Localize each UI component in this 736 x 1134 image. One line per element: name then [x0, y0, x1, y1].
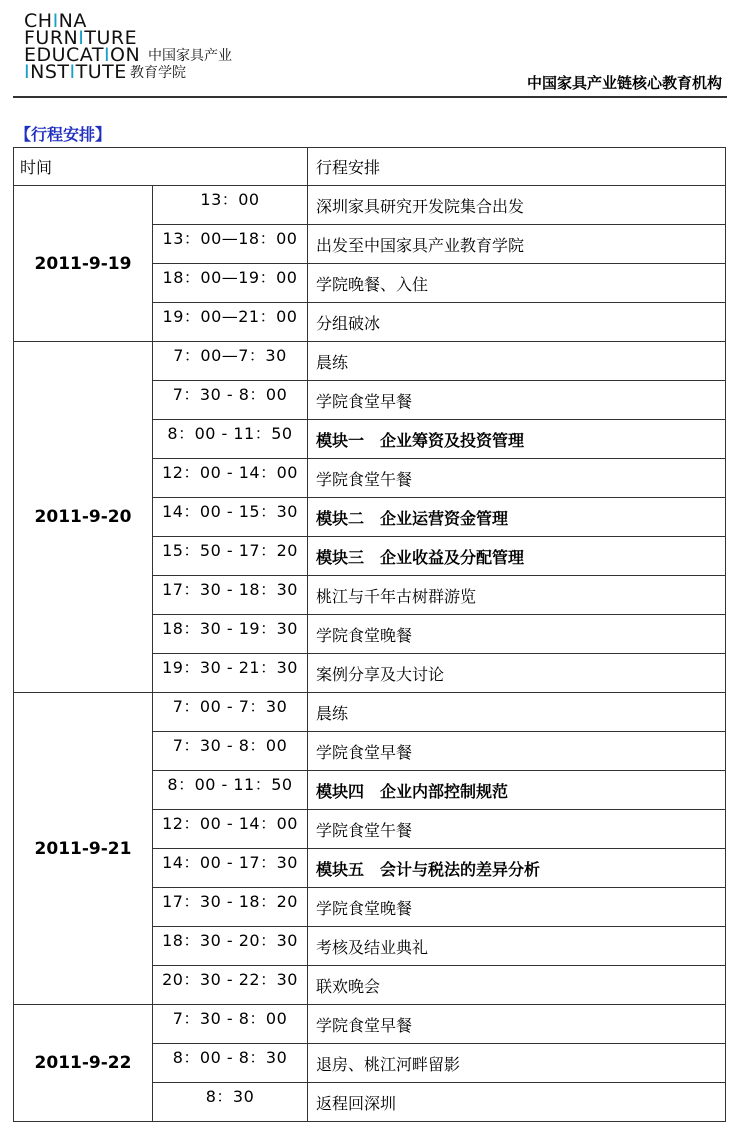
header-schedule-cell: 行程安排	[308, 148, 726, 186]
time-cell: 12：00 - 14：00	[153, 459, 308, 498]
header-divider	[13, 96, 727, 98]
time-cell: 8：00 - 8：30	[153, 1044, 308, 1083]
logo-cn-line-2: 教育学院	[130, 65, 186, 81]
activity-cell: 学院食堂早餐	[308, 732, 726, 771]
activity-cell: 联欢晚会	[308, 966, 726, 1005]
activity-cell: 返程回深圳	[308, 1083, 726, 1122]
activity-cell: 退房、桃江河畔留影	[308, 1044, 726, 1083]
time-cell: 18：30 - 19：30	[153, 615, 308, 654]
date-cell: 2011-9-20	[14, 342, 153, 693]
activity-cell: 桃江与千年古树群游览	[308, 576, 726, 615]
activity-cell: 学院晚餐、入住	[308, 264, 726, 303]
activity-cell: 学院食堂午餐	[308, 810, 726, 849]
time-cell: 8：30	[153, 1083, 308, 1122]
time-cell: 12：00 - 14：00	[153, 810, 308, 849]
logo-line-2: FURNITURE	[24, 27, 138, 49]
time-cell: 8：00 - 11：50	[153, 771, 308, 810]
activity-cell: 晨练	[308, 342, 726, 381]
time-cell: 13：00—18：00	[153, 225, 308, 264]
time-cell: 15：50 - 17：20	[153, 537, 308, 576]
activity-cell: 出发至中国家具产业教育学院	[308, 225, 726, 264]
module-activity-cell: 模块四 企业内部控制规范	[308, 771, 726, 810]
time-cell: 8：00 - 11：50	[153, 420, 308, 459]
time-cell: 7：30 - 8：00	[153, 732, 308, 771]
time-cell: 7：00—7：30	[153, 342, 308, 381]
activity-cell: 案例分享及大讨论	[308, 654, 726, 693]
module-activity-cell: 模块五 会计与税法的差异分析	[308, 849, 726, 888]
activity-cell: 学院食堂晚餐	[308, 615, 726, 654]
module-activity-cell: 模块二 企业运营资金管理	[308, 498, 726, 537]
table-row	[14, 186, 726, 225]
time-cell: 17：30 - 18：20	[153, 888, 308, 927]
activity-cell: 学院食堂晚餐	[308, 888, 726, 927]
header-time-cell: 时间	[14, 148, 308, 186]
module-activity-cell: 模块一 企业筹资及投资管理	[308, 420, 726, 459]
time-cell: 19：30 - 21：30	[153, 654, 308, 693]
section-title: 【行程安排】	[15, 125, 112, 144]
date-cell: 2011-9-22	[14, 1005, 153, 1122]
time-cell: 17：30 - 18：30	[153, 576, 308, 615]
table-row	[14, 1005, 726, 1044]
table-row	[14, 342, 726, 381]
activity-cell: 考核及结业典礼	[308, 927, 726, 966]
time-cell: 13：00	[153, 186, 308, 225]
date-cell: 2011-9-21	[14, 693, 153, 1005]
activity-cell: 学院食堂午餐	[308, 459, 726, 498]
logo-line-4: INSTITUTE	[24, 61, 127, 83]
schedule-table	[13, 147, 726, 1122]
time-cell: 20：30 - 22：30	[153, 966, 308, 1005]
time-cell: 7：30 - 8：00	[153, 381, 308, 420]
time-cell: 14：00 - 17：30	[153, 849, 308, 888]
time-cell: 7：30 - 8：00	[153, 1005, 308, 1044]
table-row	[14, 693, 726, 732]
header-tagline: 中国家具产业链核心教育机构	[526, 74, 722, 92]
logo-line-1: CHINA	[24, 10, 87, 32]
institute-logo	[24, 12, 264, 82]
date-cell: 2011-9-19	[14, 186, 153, 342]
time-cell: 14：00 - 15：30	[153, 498, 308, 537]
activity-cell: 深圳家具研究开发院集合出发	[308, 186, 726, 225]
time-cell: 18：30 - 20：30	[153, 927, 308, 966]
logo-cn-line-1: 中国家具产业	[148, 48, 232, 64]
activity-cell: 学院食堂早餐	[308, 381, 726, 420]
time-cell: 7：00 - 7：30	[153, 693, 308, 732]
time-cell: 19：00—21：00	[153, 303, 308, 342]
table-header-row	[14, 148, 726, 186]
logo-line-3: EDUCATION	[24, 44, 141, 66]
activity-cell: 分组破冰	[308, 303, 726, 342]
time-cell: 18：00—19：00	[153, 264, 308, 303]
module-activity-cell: 模块三 企业收益及分配管理	[308, 537, 726, 576]
activity-cell: 学院食堂早餐	[308, 1005, 726, 1044]
activity-cell: 晨练	[308, 693, 726, 732]
